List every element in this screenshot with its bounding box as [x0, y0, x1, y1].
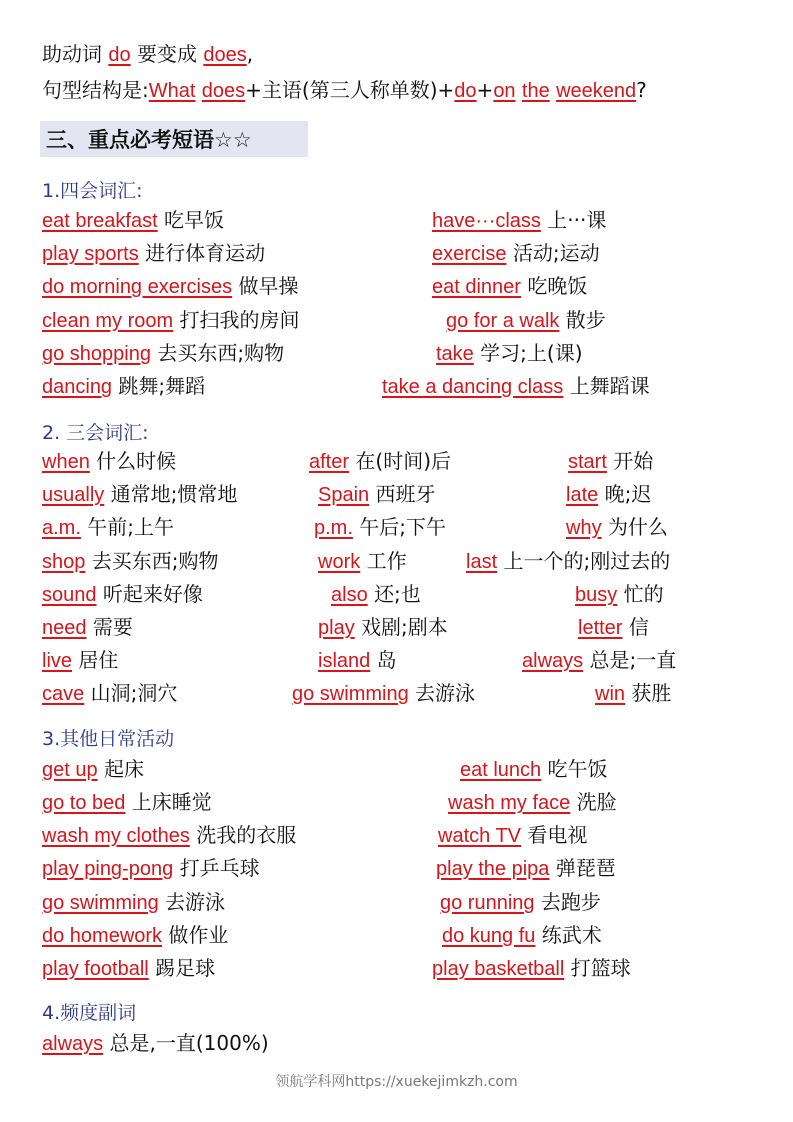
heading-vocab-3: 2. 三会词汇:	[42, 422, 149, 444]
vocab-en: letter	[578, 617, 623, 639]
vocab-item	[42, 755, 144, 784]
vocab-item	[318, 646, 397, 675]
section-title: 三、重点必考短语☆☆	[46, 128, 252, 152]
vocab-item	[436, 339, 583, 368]
vocab-en: eat lunch	[460, 759, 542, 781]
vocab-en: last	[466, 551, 498, 573]
vocab-item	[448, 788, 617, 817]
vocab-zh: 做作业	[168, 923, 229, 947]
vocab-item	[318, 480, 436, 509]
vocab-en: go running	[440, 892, 535, 914]
vocab-item	[432, 206, 606, 235]
vocab-zh: 吃早饭	[163, 208, 224, 232]
vocab-zh: 跳舞;舞蹈	[118, 374, 206, 398]
vocab-item	[42, 788, 212, 817]
vocab-en: late	[566, 484, 599, 506]
intro-text: ?	[636, 78, 647, 102]
vocab-zh: 洗我的衣服	[196, 823, 297, 847]
vocab-zh: 起床	[103, 757, 144, 781]
vocab-zh: 打篮球	[570, 956, 631, 980]
vocab-en: wash my face	[448, 792, 571, 814]
vocab-zh: 信	[628, 615, 649, 639]
vocab-item	[42, 306, 300, 335]
vocab-en: go to bed	[42, 792, 126, 814]
vocab-zh: 活动;运动	[512, 241, 600, 265]
vocab-zh: 工作	[366, 549, 407, 573]
vocab-item	[331, 580, 421, 609]
intro-text: +	[476, 78, 494, 102]
vocab-zh: 去跑步	[540, 890, 601, 914]
vocab-item	[42, 888, 225, 917]
intro-text: ,	[246, 42, 254, 66]
vocab-en: have···class	[432, 210, 541, 232]
vocab-zh: 去买东西;购物	[91, 549, 219, 573]
vocab-en: go swimming	[292, 683, 409, 705]
intro-keyword: does	[201, 80, 246, 102]
vocab-item	[314, 513, 446, 542]
vocab-zh: 看电视	[527, 823, 588, 847]
vocab-zh: 洗脸	[576, 790, 617, 814]
intro-line-1	[42, 40, 253, 69]
heading-daily-activities: 3.其他日常活动	[42, 728, 175, 750]
vocab-item	[42, 821, 296, 850]
vocab-zh: 开始	[613, 449, 654, 473]
vocab-item	[436, 854, 616, 883]
vocab-zh: 午前;上午	[87, 515, 175, 539]
vocab-en: play sports	[42, 243, 139, 265]
vocab-zh: 做早操	[238, 274, 299, 298]
vocab-item	[442, 921, 602, 950]
vocab-en: play football	[42, 958, 149, 980]
vocab-item	[42, 547, 218, 576]
vocab-item	[42, 854, 260, 883]
vocab-zh: 获胜	[631, 681, 672, 705]
vocab-item	[42, 1029, 269, 1058]
vocab-item	[42, 272, 298, 301]
vocab-en: eat breakfast	[42, 210, 158, 232]
vocab-zh: 通常地;惯常地	[110, 482, 238, 506]
vocab-en: shop	[42, 551, 86, 573]
vocab-zh: 岛	[376, 648, 397, 672]
vocab-zh: 踢足球	[155, 956, 216, 980]
vocab-en: start	[568, 451, 607, 473]
vocab-en: take a dancing class	[382, 376, 564, 398]
vocab-item	[292, 679, 475, 708]
vocab-item	[432, 272, 587, 301]
vocab-en: after	[309, 451, 350, 473]
vocab-zh: 山洞;洞穴	[90, 681, 178, 705]
vocab-en: get up	[42, 759, 98, 781]
vocab-zh: 听起来好像	[102, 582, 203, 606]
vocab-en: usually	[42, 484, 105, 506]
vocab-item	[42, 447, 176, 476]
vocab-zh: 去游泳	[165, 890, 226, 914]
vocab-item	[318, 547, 407, 576]
vocab-en: wash my clothes	[42, 825, 190, 847]
vocab-item	[309, 447, 451, 476]
intro-keyword: do	[108, 44, 131, 66]
vocab-zh: 西班牙	[375, 482, 436, 506]
vocab-zh: 总是,一直(100%)	[109, 1031, 269, 1055]
vocab-zh: 学习;上(课)	[480, 341, 583, 365]
intro-keyword: What	[148, 80, 196, 102]
vocab-zh: 上···课	[547, 208, 607, 232]
vocab-en: eat dinner	[432, 276, 521, 298]
vocab-item	[566, 480, 651, 509]
vocab-item	[566, 513, 668, 542]
vocab-en: busy	[575, 584, 618, 606]
vocab-en: win	[595, 683, 626, 705]
vocab-zh: 在(时间)后	[355, 449, 451, 473]
vocab-zh: 居住	[78, 648, 119, 672]
vocab-en: cave	[42, 683, 85, 705]
vocab-en: need	[42, 617, 87, 639]
vocab-item	[460, 755, 608, 784]
vocab-en: exercise	[432, 243, 507, 265]
heading-vocab-4: 1.四会词汇:	[42, 180, 143, 202]
vocab-item	[466, 547, 670, 576]
vocab-en: also	[331, 584, 368, 606]
heading-frequency-adverbs: 4.频度副词	[42, 1002, 137, 1024]
vocab-en: always	[42, 1033, 104, 1055]
vocab-zh: 为什么	[607, 515, 668, 539]
vocab-en: play	[318, 617, 355, 639]
vocab-en: take	[436, 343, 474, 365]
vocab-zh: 还;也	[374, 582, 421, 606]
vocab-en: go for a walk	[446, 310, 560, 332]
vocab-item	[42, 613, 133, 642]
vocab-item	[42, 206, 224, 235]
vocab-item	[42, 513, 174, 542]
vocab-en: dancing	[42, 376, 113, 398]
vocab-item	[42, 921, 228, 950]
vocab-item	[568, 447, 653, 476]
vocab-item	[42, 339, 284, 368]
intro-keyword: weekend	[556, 80, 637, 102]
vocab-en: watch TV	[438, 825, 521, 847]
vocab-zh: 吃晚饭	[527, 274, 588, 298]
vocab-item	[432, 954, 631, 983]
vocab-zh: 去游泳	[415, 681, 476, 705]
vocab-item	[42, 646, 118, 675]
vocab-en: work	[318, 551, 361, 573]
vocab-en: play basketball	[432, 958, 565, 980]
vocab-zh: 散步	[565, 308, 606, 332]
intro-keyword: does	[203, 44, 247, 66]
vocab-item	[42, 954, 215, 983]
vocab-zh: 去买东西;购物	[157, 341, 285, 365]
intro-keyword: the	[521, 80, 550, 102]
vocab-en: island	[318, 650, 371, 672]
vocab-item	[318, 613, 448, 642]
vocab-en: go shopping	[42, 343, 151, 365]
vocab-zh: 午后;下午	[359, 515, 447, 539]
vocab-en: always	[522, 650, 584, 672]
vocab-zh: 打乒乓球	[179, 856, 260, 880]
vocab-en: play the pipa	[436, 858, 550, 880]
intro-text: 要变成	[130, 42, 204, 66]
vocab-item	[42, 580, 203, 609]
vocab-item	[432, 239, 600, 268]
footer-watermark: 领航学科网https://xuekejimkzh.com	[275, 1074, 518, 1090]
vocab-item	[575, 580, 664, 609]
vocab-zh: 总是;一直	[589, 648, 677, 672]
vocab-item	[42, 480, 237, 509]
vocab-zh: 需要	[92, 615, 133, 639]
intro-line-2	[42, 76, 647, 105]
vocab-item	[438, 821, 587, 850]
vocab-zh: 上床睡觉	[131, 790, 212, 814]
intro-text: 助动词	[42, 42, 109, 66]
vocab-item	[522, 646, 676, 675]
vocab-zh: 上一个的;刚过去的	[503, 549, 671, 573]
intro-keyword: do	[454, 80, 477, 102]
vocab-en: go swimming	[42, 892, 159, 914]
vocab-zh: 戏剧;剧本	[361, 615, 448, 639]
intro-text: 句型结构是:	[42, 78, 149, 102]
vocab-en: live	[42, 650, 73, 672]
vocab-zh: 吃午饭	[547, 757, 608, 781]
intro-text: +主语(第三人称单数)+	[245, 78, 455, 102]
vocab-item	[382, 372, 650, 401]
vocab-item	[578, 613, 649, 642]
vocab-zh: 弹琵琶	[555, 856, 616, 880]
vocab-zh: 忙的	[623, 582, 664, 606]
vocab-item	[42, 372, 205, 401]
vocab-en: do homework	[42, 925, 163, 947]
vocab-zh: 晚;迟	[604, 482, 652, 506]
vocab-item	[440, 888, 601, 917]
vocab-en: do kung fu	[442, 925, 536, 947]
vocab-zh: 什么时候	[96, 449, 177, 473]
vocab-en: do morning exercises	[42, 276, 233, 298]
vocab-item	[595, 679, 671, 708]
vocab-en: clean my room	[42, 310, 174, 332]
vocab-en: a.m.	[42, 517, 81, 539]
vocab-item	[42, 679, 177, 708]
vocab-en: p.m.	[314, 517, 353, 539]
vocab-en: when	[42, 451, 90, 473]
vocab-en: Spain	[318, 484, 370, 506]
vocab-en: why	[566, 517, 602, 539]
vocab-zh: 上舞蹈课	[569, 374, 650, 398]
vocab-zh: 进行体育运动	[145, 241, 266, 265]
vocab-en: sound	[42, 584, 97, 606]
vocab-en: play ping-pong	[42, 858, 174, 880]
vocab-item	[42, 239, 265, 268]
vocab-zh: 练武术	[541, 923, 602, 947]
intro-keyword: on	[493, 80, 516, 102]
vocab-zh: 打扫我的房间	[179, 308, 300, 332]
vocab-item	[446, 306, 606, 335]
